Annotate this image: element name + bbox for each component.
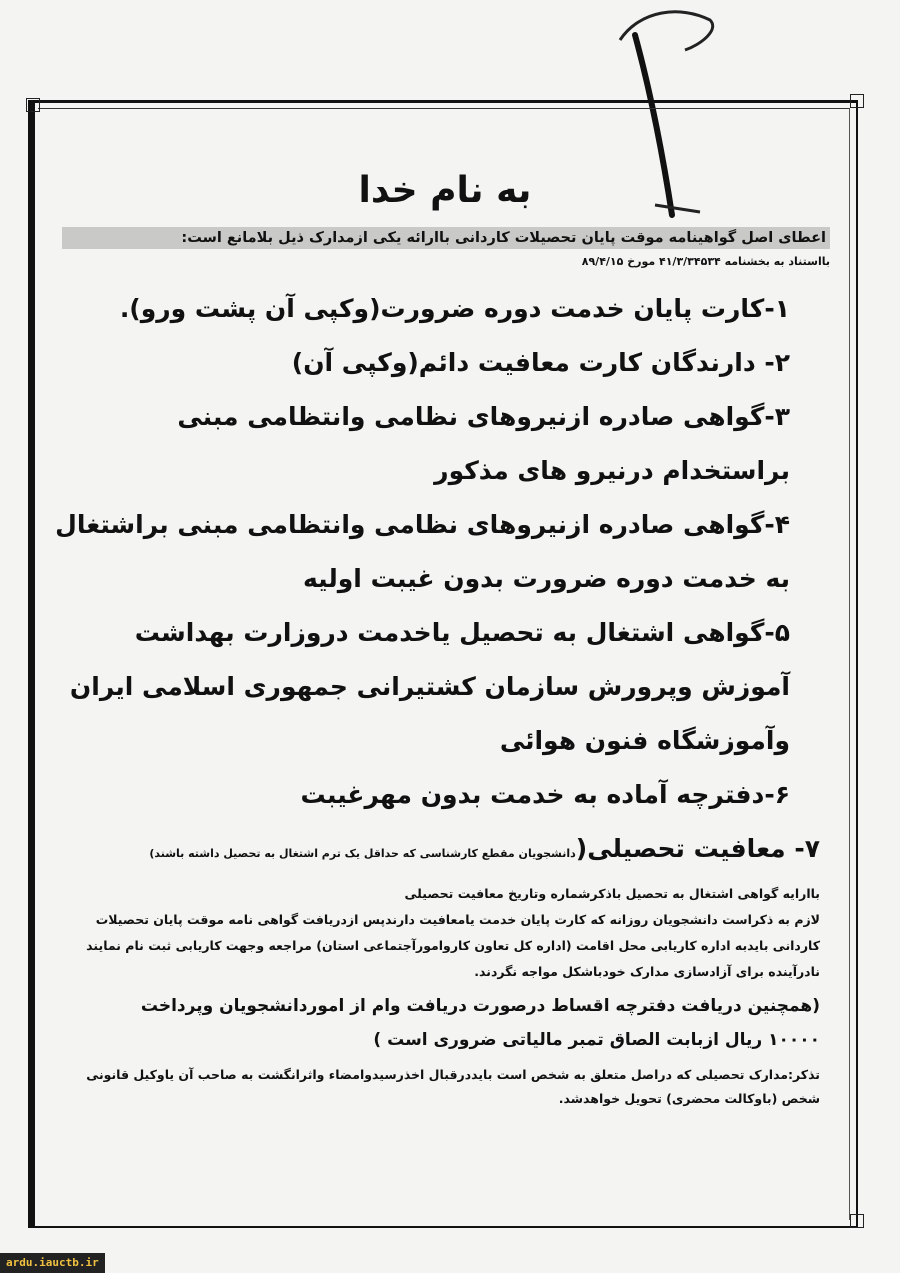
list-item-2: ۲- دارندگان کارت معافیت دائم(وکپی آن): [291, 348, 790, 377]
frame-corner: [850, 1214, 864, 1228]
note-line: کاردانی بایدبه اداره کاریابی محل اقامت (اداره کل تعاون کاروامورآجتماعی استان) مراجعه وجهت کاریابی ثبت نام نمایند: [86, 938, 820, 953]
list-item-5-continued: آموزش وپرورش سازمان کشتیرانی جمهوری اسلامی ایران: [69, 672, 790, 701]
list-item-3-continued: براستخدام درنیرو های مذکور: [434, 456, 790, 485]
list-item-1: ۱-کارت پایان خدمت دوره ضرورت(وکپی آن پشت ورو).: [119, 294, 790, 323]
list-item-4: ۴-گواهی صادره ازنیروهای نظامی وانتظامی مبنی براشتغال: [55, 510, 790, 539]
note-line: لازم به ذکراست دانشجویان روزانه که کارت پایان خدمت یامعافیت دارندپس ازدریافت گواهی نامه موقت پایان تحصیلات: [95, 912, 820, 927]
list-item-7-note: دانشجویان مقطع کارشناسی که حداقل یک ترم اشتغال به تحصیل داشته باشند): [149, 847, 576, 860]
list-item-7-label: ۷- معافیت تحصیلی(: [575, 834, 820, 863]
list-item-5: ۵-گواهی اشتغال به تحصیل یاخدمت دروزارت بهداشت: [134, 618, 790, 647]
list-item-7: [60, 822, 820, 881]
note-line: باارایه گواهی اشتغال به تحصیل باذکرشماره وتاریخ معافیت تحصیلی: [404, 886, 820, 901]
list-item-3: ۳-گواهی صادره ازنیروهای نظامی وانتظامی مبنی: [177, 402, 790, 431]
document-title: به نام خدا: [358, 170, 532, 211]
document-body: [55, 170, 830, 1111]
frame-corner: [26, 98, 40, 112]
reminder-note: شخص (باوکالت محضری) تحویل خواهدشد.: [558, 1091, 820, 1106]
site-watermark: ardu.iauctb.ir: [0, 1253, 105, 1273]
list-item-5-continued: وآموزشگاه فنون هوائی: [499, 726, 790, 755]
reference-line: بااستناد به بخشنامه ۴۱/۳/۳۴۵۳۴ مورخ ۸۹/۴/۱۵: [581, 255, 830, 268]
frame-corner: [850, 94, 864, 108]
list-item-6: ۶-دفترچه آماده به خدمت بدون مهرغیبت: [300, 780, 790, 809]
note-line: نادرآینده برای آزادسازی مدارک خودباشکل مواجه نگردند.: [474, 964, 820, 979]
installment-note: (همچنین دریافت دفترچه اقساط درصورت دریافت وام از اموردانشجویان وپرداخت: [140, 996, 820, 1016]
reminder-note: تذکر:مدارک تحصیلی که دراصل متعلق به شخص است بایددرقبال اخذرسیدوامضاء واثرانگشت به صاحب آن یاوکیل قانونی: [86, 1067, 820, 1082]
list-item-4-continued: به خدمت دوره ضرورت بدون غیبت اولیه: [303, 564, 790, 593]
intro-text: اعطای اصل گواهینامه موقت پایان تحصیلات کاردانی باارائه یکی ازمدارک ذیل بلامانع است:: [62, 227, 830, 249]
installment-note: ۱۰۰۰۰ ریال ازبابت الصاق تمبر مالیاتی ضروری است ): [373, 1030, 820, 1050]
